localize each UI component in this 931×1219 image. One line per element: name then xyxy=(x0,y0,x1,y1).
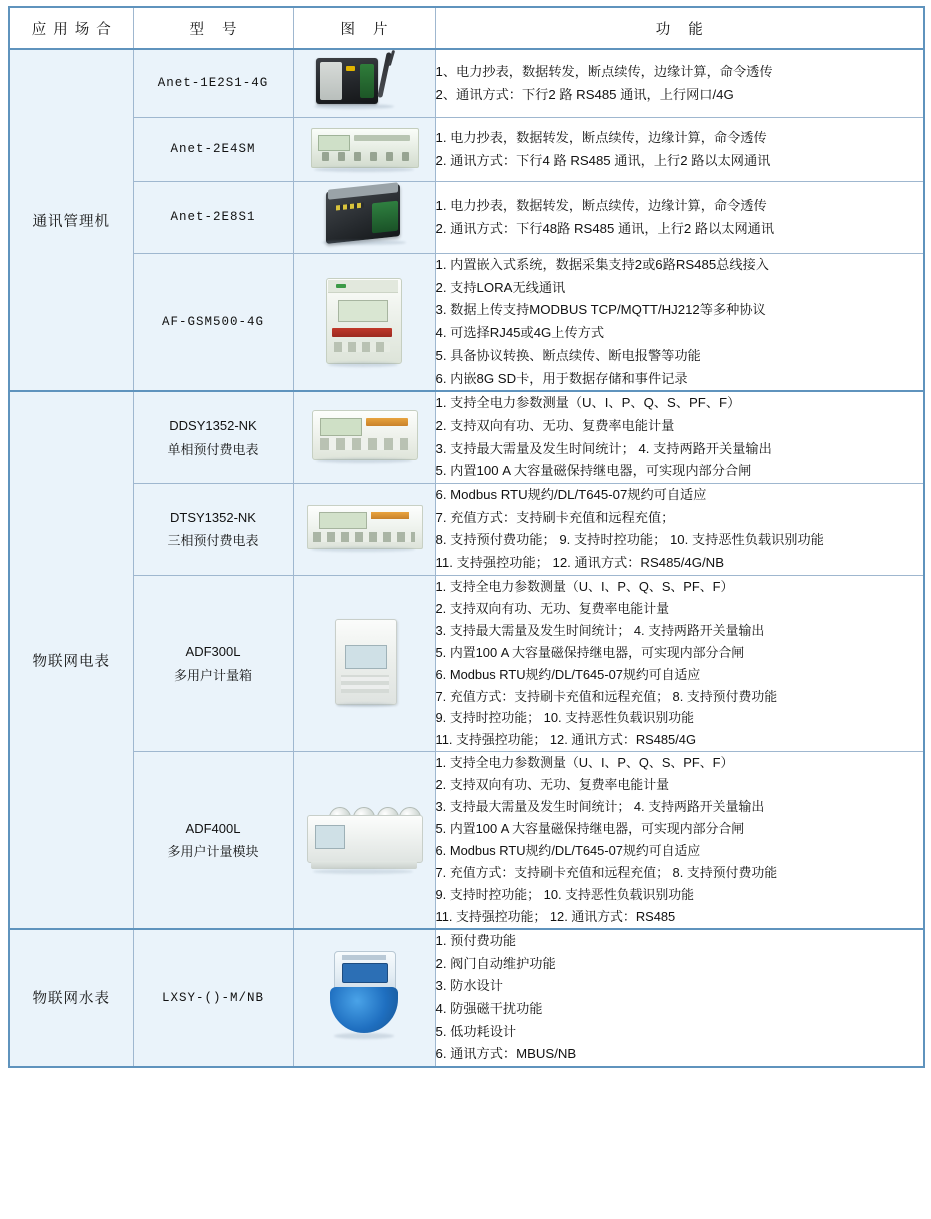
table-row xyxy=(9,49,924,118)
function-line: 4. 可选择RJ45或4G上传方式 xyxy=(435,325,605,341)
function-line: 2. 支持双向有功、无功、复费率电能计量 xyxy=(435,600,669,616)
function-line: 1. 支持全电力参数测量（U、I、P、Q、S、PF、F） xyxy=(435,755,734,771)
function-line: 11. 支持强控功能； 12. 通讯方式：RS485 xyxy=(435,908,676,924)
function-cell xyxy=(435,182,924,254)
function-line: 8. 支持预付费功能； 9. 支持时控功能； 10. 支持恶性负载识别功能 xyxy=(435,532,824,548)
table-row xyxy=(9,391,924,483)
model-name: Anet-2E8S1 xyxy=(170,210,256,225)
function-cell xyxy=(435,49,924,118)
product-image-cell xyxy=(293,391,435,483)
function-line: 5. 内置100 A 大容量磁保持继电器，可实现内部分合闸 xyxy=(435,463,752,479)
communication-gateway-anet1e2s1-photo xyxy=(310,50,418,112)
function-line: 1. 支持全电力参数测量（U、I、P、Q、S、PF、F） xyxy=(435,578,734,594)
scene-cell-iot-electricity-meter: 物联网电表 xyxy=(9,391,133,929)
function-line: 5. 具备协议转换、断点续传、断电报警等功能 xyxy=(435,347,701,363)
function-line: 2. 支持LORA无线通讯 xyxy=(435,279,566,295)
function-line: 7. 充值方式：支持刷卡充值和远程充值； xyxy=(435,509,675,525)
model-cell xyxy=(133,929,293,1067)
model-description: 单相预付费电表 xyxy=(167,441,259,457)
multi-user-metering-box-photo xyxy=(321,615,407,707)
function-line: 11. 支持强控功能； 12. 通讯方式：RS485/4G/NB xyxy=(435,555,724,571)
function-line: 11. 支持强控功能； 12. 通讯方式：RS485/4G xyxy=(435,732,697,748)
model-name: ADF300L xyxy=(185,644,241,660)
function-cell xyxy=(435,118,924,182)
model-cell xyxy=(133,118,293,182)
model-name: LXSY-()-M/NB xyxy=(161,990,264,1005)
communication-gateway-anet2e8s1-photo xyxy=(312,182,416,248)
single-phase-prepaid-meter-photo xyxy=(308,404,420,466)
table-header-row xyxy=(9,7,924,49)
function-line: 5. 内置100 A 大容量磁保持继电器，可实现内部分合闸 xyxy=(435,821,745,837)
three-phase-prepaid-meter-photo xyxy=(305,499,423,555)
table-row xyxy=(9,484,924,576)
model-description: 多用户计量箱 xyxy=(173,667,252,683)
model-cell xyxy=(133,182,293,254)
model-name: Anet-2E4SM xyxy=(170,142,256,157)
product-image-cell xyxy=(293,929,435,1067)
scene-cell-iot-water-meter: 物联网水表 xyxy=(9,929,133,1067)
function-line: 1. 内置嵌入式系统，数据采集支持2或6路RS485总线接入 xyxy=(435,257,769,272)
function-line: 7. 充值方式：支持刷卡充值和远程充值； 8. 支持预付费功能 xyxy=(435,688,778,704)
function-line: 3. 数据上传支持MODBUS TCP/MQTT/HJ212等多种协议 xyxy=(435,302,766,318)
product-image-cell xyxy=(293,254,435,392)
function-line: 2. 支持双向有功、无功、复费率电能计量 xyxy=(435,777,669,793)
function-cell xyxy=(435,752,924,929)
model-cell xyxy=(133,49,293,118)
function-line: 3. 防水设计 xyxy=(435,978,503,994)
model-name: AF-GSM500-4G xyxy=(161,314,264,329)
function-line: 1. 电力抄表，数据转发，断点续传，边缘计算，命令透传 xyxy=(435,197,767,213)
model-name: DTSY1352-NK xyxy=(170,510,256,526)
function-line: 3. 支持最大需量及发生时间统计； 4. 支持两路开关量输出 xyxy=(435,622,765,638)
model-name: ADF400L xyxy=(185,820,241,836)
function-cell xyxy=(435,391,924,483)
scene-cell-communication-gateway: 通讯管理机 xyxy=(9,49,133,391)
model-cell xyxy=(133,391,293,483)
model-cell xyxy=(133,752,293,929)
function-line: 6. Modbus RTU规约/DL/T645-07规约可自适应 xyxy=(435,666,701,682)
function-cell xyxy=(435,484,924,576)
table-row xyxy=(9,254,924,392)
function-line: 1. 电力抄表，数据转发，断点续传，边缘计算，命令透传 xyxy=(435,129,767,145)
model-description: 三相预付费电表 xyxy=(167,533,259,549)
function-line: 2. 支持双向有功、无功、复费率电能计量 xyxy=(435,417,675,433)
model-cell xyxy=(133,484,293,576)
function-line: 2、通讯方式：下行2 路 RS485 通讯，上行网口/4G xyxy=(435,86,734,102)
product-image-cell xyxy=(293,118,435,182)
function-line: 7. 充值方式：支持刷卡充值和远程充值； 8. 支持预付费功能 xyxy=(435,865,778,881)
table-row xyxy=(9,752,924,929)
table-row xyxy=(9,182,924,254)
function-line: 3. 支持最大需量及发生时间统计； 4. 支持两路开关量输出 xyxy=(435,440,772,456)
product-image-cell xyxy=(293,575,435,752)
column-header-function: 功 能 xyxy=(435,7,924,49)
column-header-scene: 应用场合 xyxy=(9,7,133,49)
column-header-image: 图 片 xyxy=(293,7,435,49)
function-line: 9. 支持时控功能； 10. 支持恶性负载识别功能 xyxy=(435,710,695,726)
iot-water-meter-photo xyxy=(324,947,404,1043)
table-row xyxy=(9,118,924,182)
function-line: 2. 通讯方式：下行4 路 RS485 通讯，上行2 路以太网通讯 xyxy=(435,152,771,168)
function-line: 6. 通讯方式：MBUS/NB xyxy=(435,1046,577,1062)
model-cell xyxy=(133,575,293,752)
function-line: 1. 预付费功能 xyxy=(435,932,517,948)
function-line: 6. 内嵌8G SD卡，用于数据存储和事件记录 xyxy=(435,370,688,386)
communication-gateway-anet2e4sm-photo xyxy=(308,118,420,176)
model-description: 多用户计量模块 xyxy=(167,844,259,860)
product-image-cell xyxy=(293,484,435,576)
function-line: 9. 支持时控功能； 10. 支持恶性负载识别功能 xyxy=(435,886,695,902)
function-line: 6. Modbus RTU规约/DL/T645-07规约可自适应 xyxy=(435,487,707,503)
product-spec-table xyxy=(8,6,925,1068)
function-line: 3. 支持最大需量及发生时间统计； 4. 支持两路开关量输出 xyxy=(435,799,765,815)
table-row xyxy=(9,929,924,1067)
product-image-cell xyxy=(293,49,435,118)
function-line: 5. 内置100 A 大容量磁保持继电器，可实现内部分合闸 xyxy=(435,644,745,660)
multi-user-metering-module-photo xyxy=(303,799,425,877)
function-cell xyxy=(435,929,924,1067)
function-line: 2. 阀门自动维护功能 xyxy=(435,955,556,971)
function-line: 5. 低功耗设计 xyxy=(435,1023,517,1039)
model-name: DDSY1352-NK xyxy=(169,418,257,434)
model-cell xyxy=(133,254,293,392)
function-line: 2. 通讯方式：下行48路 RS485 通讯，上行2 路以太网通讯 xyxy=(435,220,775,236)
function-cell xyxy=(435,575,924,752)
function-line: 1. 支持全电力参数测量（U、I、P、Q、S、PF、F） xyxy=(435,395,741,411)
product-image-cell xyxy=(293,752,435,929)
function-line: 6. Modbus RTU规约/DL/T645-07规约可自适应 xyxy=(435,843,701,859)
model-name: Anet-1E2S1-4G xyxy=(157,76,269,91)
gateway-af-gsm500-4g-photo xyxy=(316,272,412,368)
table-row xyxy=(9,575,924,752)
column-header-model: 型 号 xyxy=(133,7,293,49)
product-image-cell xyxy=(293,182,435,254)
function-line: 4. 防强磁干扰功能 xyxy=(435,1000,543,1016)
function-line: 1、电力抄表，数据转发，断点续传，边缘计算，命令透传 xyxy=(435,63,773,79)
function-cell xyxy=(435,254,924,392)
